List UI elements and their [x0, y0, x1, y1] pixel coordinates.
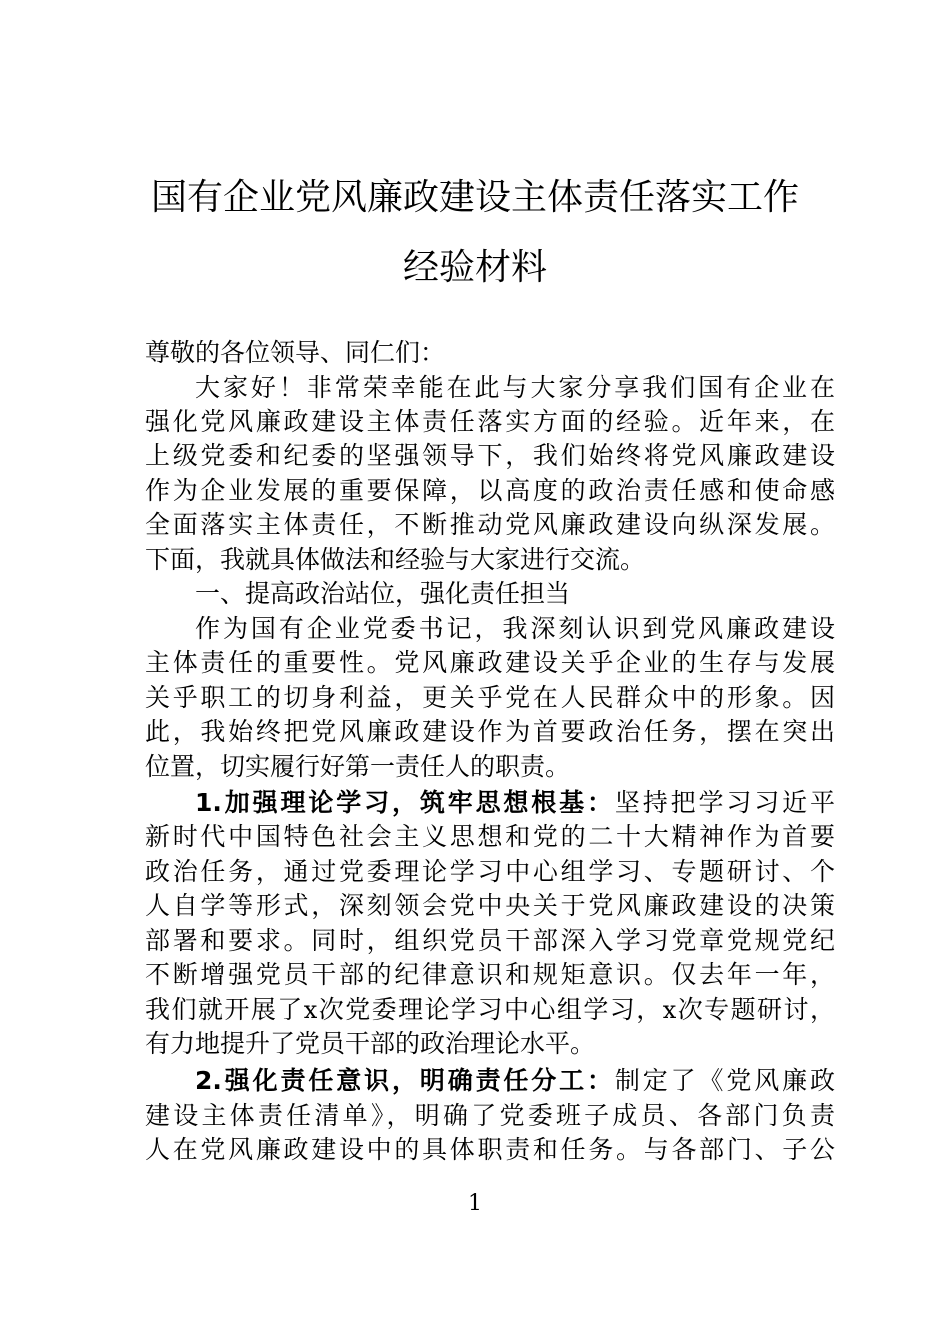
section-body-line: 主体责任的重要性。党风廉政建设关乎企业的生存与发展 — [145, 648, 835, 677]
item-1-text: 次党委理论学习中心组学习， — [317, 995, 663, 1024]
item-1-line: 部署和要求。同时，组织党员干部深入学习党章党规党纪 — [145, 926, 835, 955]
section-body-line: 关乎职工的切身利益，更关乎党在人民群众中的形象。因 — [145, 683, 835, 712]
intro-line: 强化党风廉政建设主体责任落实方面的经验。近年来，在 — [145, 407, 835, 436]
item-1-text: 次专题研讨， — [676, 995, 835, 1024]
intro-line: 大家好！非常荣幸能在此与大家分享我们国有企业在 — [195, 373, 835, 402]
section-body-line: 作为国有企业党委书记，我深刻认识到党风廉政建设 — [195, 614, 835, 643]
item-1-line: 不断增强党员干部的纪律意识和规矩意识。仅去年一年， — [145, 960, 835, 989]
item-1-line: 新时代中国特色社会主义思想和党的二十大精神作为首要 — [145, 822, 835, 851]
item-1-lead: 1.加强理论学习，筑牢思想根基： — [195, 788, 615, 817]
document-title-line-1: 国有企业党风廉政建设主体责任落实工作 — [150, 177, 799, 218]
section-heading: 一、提高政治站位，强化责任担当 — [195, 579, 571, 608]
item-1-line: 人自学等形式，深刻领会党中央关于党风廉政建设的决策 — [145, 891, 835, 920]
intro-line: 作为企业发展的重要保障，以高度的政治责任感和使命感 — [145, 476, 835, 505]
intro-line: 上级党委和纪委的坚强领导下，我们始终将党风廉政建设 — [145, 441, 835, 470]
item-2-line: 人在党风廉政建设中的具体职责和任务。与各部门、子公 — [145, 1135, 835, 1164]
intro-line: 下面，我就具体做法和经验与大家进行交流。 — [145, 545, 646, 574]
item-1-text: 我们就开展了 — [145, 995, 304, 1024]
item-2-first-line — [195, 1064, 835, 1098]
item-1-first-line — [195, 786, 835, 820]
item-2-line: 建设主体责任清单》，明确了党委班子成员、各部门负责 — [145, 1101, 835, 1130]
salutation: 尊敬的各位领导、同仁们： — [145, 338, 446, 367]
document-title-line-2: 经验材料 — [402, 247, 547, 288]
intro-line: 全面落实主体责任，不断推动党风廉政建设向纵深发展。 — [145, 510, 835, 539]
item-1-line: 政治任务，通过党委理论学习中心组学习、专题研讨、个 — [145, 857, 835, 886]
section-body-line: 位置，切实履行好第一责任人的职责。 — [145, 752, 571, 781]
item-1-line-7 — [145, 993, 835, 1027]
section-body-line: 此，我始终把党风廉政建设作为首要政治任务，摆在突出 — [145, 717, 835, 746]
item-1-count-placeholder: x — [662, 996, 677, 1024]
page-number: 1 — [468, 1191, 482, 1216]
item-1-line: 有力地提升了党员干部的政治理论水平。 — [145, 1029, 596, 1058]
item-1-first-rest: 坚持把学习习近平 — [614, 788, 835, 817]
item-2-lead: 2.强化责任意识，明确责任分工： — [195, 1066, 615, 1095]
item-2-first-rest: 制定了《党风廉政 — [614, 1066, 835, 1095]
item-1-count-placeholder: x — [303, 996, 318, 1024]
